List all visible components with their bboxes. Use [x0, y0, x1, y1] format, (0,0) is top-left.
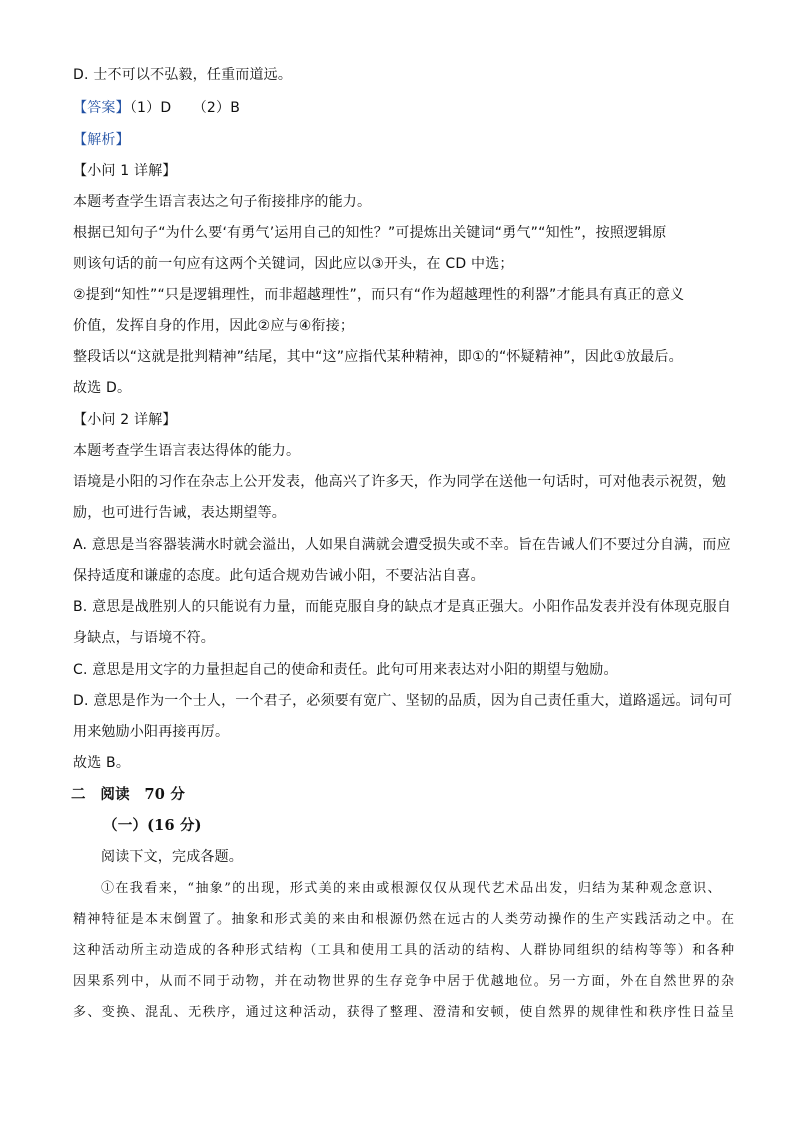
text-line: C. 意思是用文字的力量担起自己的使命和责任。此句可用来表达对小阳的期望与勉励。	[73, 662, 618, 678]
text-line: 故选 B。	[73, 755, 131, 771]
answer-tag: 【答案】	[73, 100, 130, 116]
passage-line: 这种活动所主动造成的各种形式结构（工具和使用工具的活动的结构、人群协同组织的结构等等）和各种	[73, 943, 736, 958]
analysis-tag: 【解析】	[73, 132, 130, 148]
answer-text: （1）D （2）B	[129, 100, 241, 116]
text-line: A. 意思是当容器装满水时就会溢出，人如果自满就会遭受损失或不幸。旨在告诫人们不要过分自满，而应	[73, 537, 731, 553]
passage-line: ①在我看来，“抽象”的出现，形式美的来由或根源仅仅从现代艺术品出发，归结为某种观念意识、	[101, 881, 722, 896]
passage-line: 精神特征是本末倒置了。抽象和形式美的来由和根源仍然在远古的人类劳动操作的生产实践活动之中。在	[73, 912, 736, 927]
text-line: ②提到“知性”“只是逻辑理性，而非超越理性”，而只有“作为超越理性的利器”才能具有真正的意义	[73, 287, 685, 303]
text-line: 整段话以“这就是批判精神”结尾，其中“这”应指代某种精神，即①的“怀疑精神”，因此①放最后。	[73, 349, 683, 365]
text-line: 语境是小阳的习作在杂志上公开发表，他高兴了许多天，作为同学在送他一句话时，可对他表示祝贺，勉	[73, 474, 727, 490]
text-line: D. 意思是作为一个士人，一个君子，必须要有宽广、坚韧的品质，因为自己责任重大，道路遥远。词句可	[73, 693, 733, 709]
text-line: 身缺点，与语境不符。	[73, 630, 215, 646]
answer-line	[73, 98, 240, 118]
subsection-heading: （一）(16 分)	[103, 817, 202, 834]
text-line: 本题考查学生语言表达之句子衔接排序的能力。	[73, 194, 372, 210]
text-line: 根据已知句子“为什么要‘有勇气’运用自己的知性？”可提炼出关键词“勇气”“知性”，按照逻辑原	[73, 225, 667, 241]
passage-line: 多、变换、混乱、无秩序，通过这种活动，获得了整理、澄清和安顿，使自然界的规律性和秩序性日益呈	[73, 1005, 736, 1020]
section-heading-reading: 二 阅读 70 分	[71, 786, 186, 803]
subquestion-1-heading: 【小问 1 详解】	[73, 163, 177, 179]
subquestion-2-heading: 【小问 2 详解】	[73, 412, 177, 428]
text-line: 价值，发挥自身的作用，因此②应与④衔接；	[73, 318, 355, 334]
option-d-line: D. 士不可以不弘毅，任重而道远。	[73, 67, 293, 83]
passage-line: 因果系列中，从而不同于动物，并在动物世界的生存竞争中居于优越地位。另一方面，外在自然世界的杂	[73, 974, 736, 989]
text-line: 励，也可进行告诫，表达期望等。	[73, 505, 286, 521]
text-line: B. 意思是战胜别人的只能说有力量，而能克服自身的缺点才是真正强大。小阳作品发表并没有体现克服自	[73, 599, 732, 615]
text-line: 用来勉励小阳再接再厉。	[73, 724, 230, 740]
text-line: 则该句话的前一句应有这两个关键词，因此应以③开头，在 CD 中选；	[73, 256, 514, 272]
text-line: 故选 D。	[73, 380, 132, 396]
text-line: 本题考查学生语言表达得体的能力。	[73, 443, 301, 459]
instruction-line: 阅读下文，完成各题。	[101, 849, 243, 865]
text-line: 保持适度和谦虚的态度。此句适合规劝告诫小阳，不要沾沾自喜。	[73, 568, 485, 584]
